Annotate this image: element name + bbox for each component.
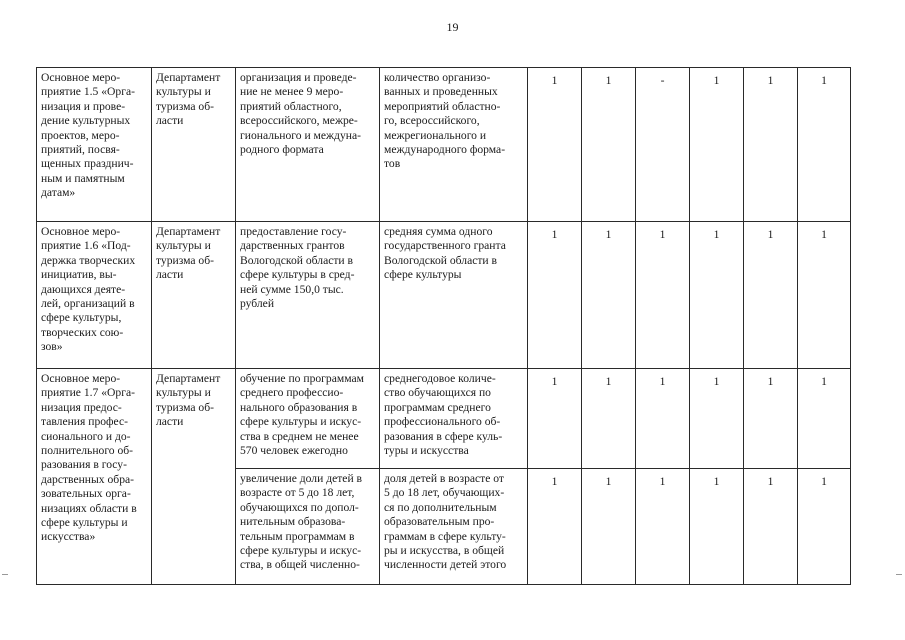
value-cell: 1 <box>744 469 798 585</box>
value-cell: 1 <box>582 222 636 369</box>
result-cell: увеличение доли детей в возрасте от 5 до 18 лет, обучающихся по допол- нительным образова- тельным программам в сфере культуры и искус- ства, в общей численно- <box>236 469 380 585</box>
value-cell: 1 <box>636 469 690 585</box>
table-row <box>37 222 851 369</box>
indicator-cell: доля детей в возрасте от 5 до 18 лет, обучающих- ся по дополнительным образовательным про- граммам в сфере культу- ры и искусства, в общей численности детей этого <box>380 469 528 585</box>
value-cell: 1 <box>798 369 851 469</box>
value-cell: 1 <box>744 68 798 222</box>
page-number: 19 <box>446 20 459 34</box>
value-cell: 1 <box>798 222 851 369</box>
executor-cell: Департамент культуры и туризма об- ласти <box>152 222 236 369</box>
value-cell: 1 <box>690 68 744 222</box>
event-cell: Основное меро- приятие 1.6 «Под- держка творческих инициатив, вы- дающихся деяте- лей, организаций в сфере культуры, творческих сою- зов» <box>37 222 152 369</box>
value-cell: 1 <box>528 68 582 222</box>
value-cell: 1 <box>744 222 798 369</box>
table-row <box>37 68 851 222</box>
result-cell: предоставление госу- дарственных грантов Вологодской области в сфере культуры в сред- ней сумме 150,0 тыс. рублей <box>236 222 380 369</box>
value-cell: 1 <box>528 369 582 469</box>
event-cell: Основное меро- приятие 1.5 «Орга- низация и прове- дение культурных проектов, меро- приятий, посвя- щенных празднич- ным и памятным датам» <box>37 68 152 222</box>
events-table <box>36 67 851 585</box>
table-row <box>37 369 851 469</box>
indicator-cell: количество организо- ванных и проведенных мероприятий областно- го, всероссийского, межрегионального и международного форма- тов <box>380 68 528 222</box>
value-cell: 1 <box>528 222 582 369</box>
value-cell: 1 <box>582 369 636 469</box>
scan-edge-mark-left <box>2 574 8 575</box>
value-cell: 1 <box>690 369 744 469</box>
value-cell: 1 <box>690 469 744 585</box>
indicator-cell: средняя сумма одного государственного гранта Вологодской области в сфере культуры <box>380 222 528 369</box>
result-cell: обучение по программам среднего профессио- нального образования в сфере культуры и искус- ства в среднем не менее 570 человек ежегодно <box>236 369 380 469</box>
result-cell: организация и проведе- ние не менее 9 меро- приятий областного, всероссийского, межре- гионального и междуна- родного формата <box>236 68 380 222</box>
scan-edge-mark-right <box>896 574 902 575</box>
executor-cell: Департамент культуры и туризма об- ласти <box>152 369 236 585</box>
value-cell: 1 <box>636 369 690 469</box>
value-cell: 1 <box>582 68 636 222</box>
value-cell: 1 <box>582 469 636 585</box>
value-cell: - <box>636 68 690 222</box>
value-cell: 1 <box>690 222 744 369</box>
value-cell: 1 <box>798 68 851 222</box>
executor-cell: Департамент культуры и туризма об- ласти <box>152 68 236 222</box>
event-cell: Основное меро- приятие 1.7 «Орга- низация предос- тавления профес- сионального и до- полнительного об- разования в госу- дарственных обра- зовательных орга- низациях области в сфере культуры и искусства» <box>37 369 152 585</box>
indicator-cell: среднегодовое количе- ство обучающихся по программам среднего профессионального об- разования в сфере куль- туры и искусства <box>380 369 528 469</box>
value-cell: 1 <box>798 469 851 585</box>
value-cell: 1 <box>636 222 690 369</box>
value-cell: 1 <box>744 369 798 469</box>
value-cell: 1 <box>528 469 582 585</box>
